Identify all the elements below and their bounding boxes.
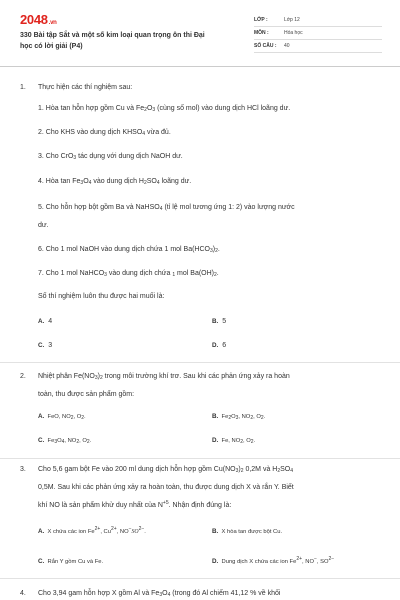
question-number: 1. (20, 84, 26, 91)
experiment-item: 2. Cho KHS vào dung dịch $KHSO_4$ vừa đủ. (38, 129, 171, 137)
option-c[interactable]: C. 3 (38, 342, 53, 349)
question-ask: Số thí nghiệm luôn thu được hai muối là: (38, 293, 165, 300)
question-stem-continued: 0,5M. Sau khi các phản ứng xảy ra hoàn toàn, thu được dung dịch X và rắn Y. Biết (38, 484, 294, 491)
page-title: 330 Bài tập Sắt và một số kim loại quan trọng ôn thi Đại học có lời giải (P4) (20, 32, 205, 50)
question-number: 2. (20, 373, 26, 380)
meta-row-subject: MÔN : Hóa học (254, 27, 382, 40)
question-stem: Cho 3,94 gam hỗn hợp X gồm Al và $Fe_3O_4$ (trong đó Al chiếm 41,12 % về khối (38, 590, 281, 598)
experiment-item: 5. Cho hỗn hợp bột gồm Ba và NaHSO$_4$ (tỉ lệ mol tương ứng 1: 2) vào lượng nước (38, 204, 295, 212)
question-number: 4. (20, 590, 26, 597)
question-stem: Cho 5,6 gam bột Fe vào 200 ml dung dịch hỗn hợp gồm $Cu(NO_3)_2$ 0,2M và $H_2SO_4$ (38, 466, 294, 474)
option-c[interactable]: C. $Fe_3O_4$, $NO_2$, $O_2$. (38, 437, 92, 445)
experiment-item: 1. Hòa tan hỗn hợp gồm Cu và $Fe_2O_3$ (cùng số mol) vào dung dịch HCl loãng dư. (38, 105, 291, 113)
question-number: 3. (20, 466, 26, 473)
experiment-item-continued: dư. (38, 222, 49, 229)
meta-row-count: SỐ CÂU : 40 (254, 40, 382, 53)
question-stem-continued: khí NO là sản phẩm khử duy nhất của $N^{+5}$. Nhận định đúng là: (38, 500, 232, 509)
question-divider (0, 458, 400, 459)
option-a[interactable]: A. 4 (38, 318, 53, 325)
option-d[interactable]: D. 6 (212, 342, 227, 349)
option-b[interactable]: B. X hòa tan được bột Cu. (212, 528, 283, 535)
option-a[interactable]: A. FeO, $NO_2$, $O_2$. (38, 413, 86, 421)
question-stem: Thực hiện các thí nghiệm sau: (38, 84, 133, 91)
option-d[interactable]: D. Dung dịch X chứa các ion $Fe^{2+}$, NO−, $SO^{2-}$ (212, 556, 335, 565)
meta-row-class: LỚP : Lớp 12 (254, 14, 382, 27)
question-divider (0, 578, 400, 579)
experiment-item: 4. Hòa $\tan Fe_3O_4$ vào dung dịch $H_2SO_4$ loãng dư. (38, 178, 192, 186)
question-stem: Nhiệt phân $Fe(NO_3)_2$ trong môi trường khí trơ. Sau khi các phản ứng xảy ra hoàn (38, 373, 290, 381)
header-divider (0, 66, 400, 67)
experiment-item: 3. Cho CrO$_3$ tác dụng với dung dịch NaOH dư. (38, 153, 183, 161)
experiment-item: 7. Cho 1 mol NaHCO$_3$ vào dung dịch chứa $_1$ mol $Ba(OH)_2$. (38, 270, 219, 278)
meta-table (254, 14, 382, 53)
option-c[interactable]: C. Rắn Y gồm Cu và Fe. (38, 558, 104, 565)
option-b[interactable]: B. 5 (212, 318, 227, 325)
site-logo[interactable]: 2048.vn (20, 12, 57, 27)
question-divider (0, 362, 400, 363)
option-b[interactable]: B. $Fe_2O_3$, $NO_2$, $O_2$. (212, 413, 266, 421)
page-header (0, 0, 400, 62)
experiment-item: 6. Cho 1 mol NaOH vào dung dịch chứa 1 mol $Ba(HCO_3)_2$. (38, 246, 220, 254)
question-stem-continued: toàn, thu được sản phẩm gồm: (38, 391, 135, 398)
option-a[interactable]: A. X chứa các ion $Fe^{2+}$, $Cu^{2+}$, $NO^-SO^{2-}$. (38, 526, 146, 535)
option-d[interactable]: D. Fe, $NO_2$, $O_2$. (212, 437, 256, 445)
